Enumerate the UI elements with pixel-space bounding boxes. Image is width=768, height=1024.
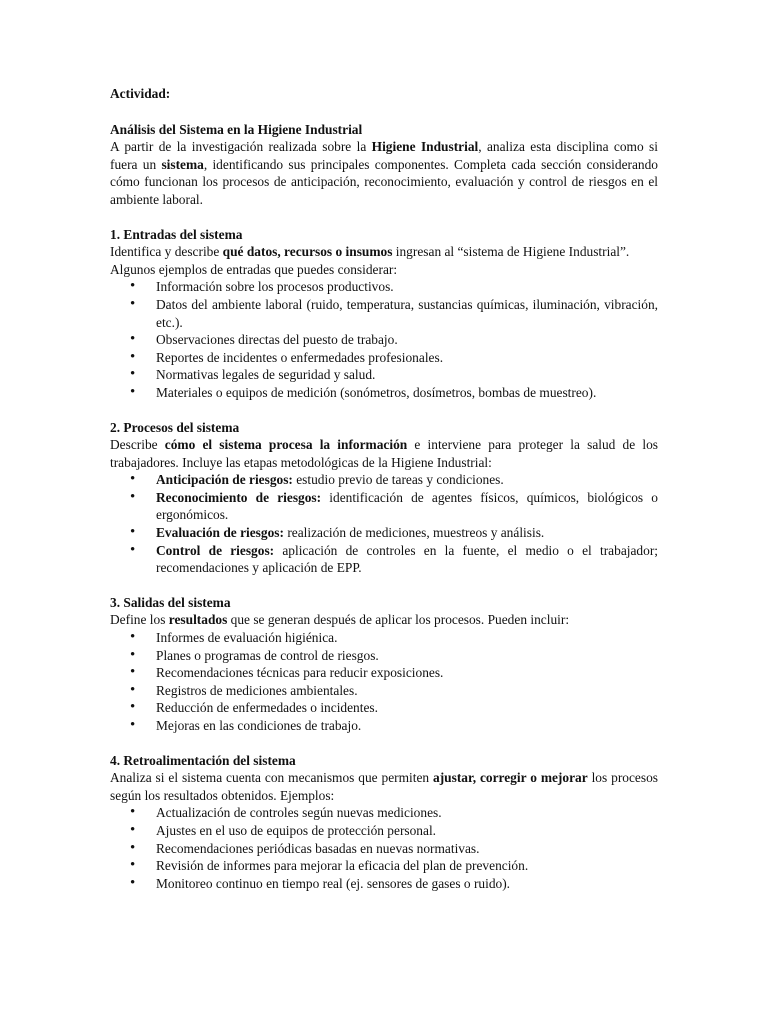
desc-text-2: ingresan al “sistema de Higiene Industrial”. — [392, 244, 630, 260]
list-item: • Observaciones directas del puesto de trabajo. — [110, 331, 658, 349]
item-text: estudio previo de tareas y condiciones. — [292, 472, 504, 488]
activity-heading: Actividad: — [110, 86, 171, 101]
desc-text-1: Identifica y describe — [110, 244, 223, 260]
desc-text-1: Describe — [110, 437, 165, 453]
list-item: • Registros de mediciones ambientales. — [110, 682, 658, 700]
list-item — [110, 542, 658, 577]
intro-text-2: , analiza esta disciplina como si fuera un — [110, 139, 658, 172]
section-title: 2. Procesos del sistema — [110, 419, 240, 435]
list-item — [110, 471, 658, 489]
examples-intro: Algunos ejemplos de entradas que puedes considerar: — [110, 261, 398, 277]
section-description — [110, 243, 658, 261]
list-item: • Mejoras en las condiciones de trabajo. — [110, 717, 658, 735]
item-label: Control de riesgos: — [156, 542, 275, 558]
item-label: Anticipación de riesgos: — [156, 472, 293, 488]
list-item: • Planes o programas de control de riesgos. — [110, 647, 658, 665]
procesos-list — [110, 471, 658, 577]
section-entradas — [110, 226, 658, 402]
list-item: • Actualización de controles según nuevas mediciones. — [110, 804, 658, 822]
desc-text-2: los procesos según los resultados obtenidos. Ejemplos: — [110, 770, 658, 803]
list-item: • Normativas legales de seguridad y salud. — [110, 366, 658, 384]
list-item — [110, 524, 658, 542]
list-item: • Monitoreo continuo en tiempo real (ej. sensores de gases o ruido). — [110, 875, 658, 893]
item-label: Reconocimiento de riesgos: — [156, 489, 322, 505]
item-label: Evaluación de riesgos: — [156, 525, 284, 541]
document-page — [110, 85, 658, 892]
entradas-list — [110, 278, 658, 401]
section-description — [110, 611, 658, 629]
section-procesos — [110, 419, 658, 577]
intro-bold-1: Higiene Industrial — [371, 139, 479, 155]
intro-bold-2: sistema — [161, 156, 204, 172]
section-title: 4. Retroalimentación del sistema — [110, 752, 296, 768]
list-item: • Materiales o equipos de medición (sonómetros, dosímetros, bombas de muestreo). — [110, 384, 658, 402]
item-text: aplicación de controles en la fuente, el medio o el trabajador; recomendaciones y aplicación de EPP. — [156, 542, 658, 576]
list-item: • Revisión de informes para mejorar la eficacia del plan de prevención. — [110, 857, 658, 875]
item-text: realización de mediciones, muestreos y análisis. — [283, 525, 545, 541]
desc-bold: resultados — [168, 612, 228, 628]
list-item: • Información sobre los procesos productivos. — [110, 278, 658, 296]
salidas-list — [110, 629, 658, 735]
desc-text-2: que se generan después de aplicar los procesos. Pueden incluir: — [227, 612, 570, 628]
title-block — [110, 121, 658, 209]
list-item: • Recomendaciones técnicas para reducir exposiciones. — [110, 664, 658, 682]
list-item: • Recomendaciones periódicas basadas en nuevas normativas. — [110, 840, 658, 858]
document-title: Análisis del Sistema en la Higiene Industrial — [110, 121, 363, 137]
retroalimentacion-list — [110, 804, 658, 892]
desc-bold: qué datos, recursos o insumos — [222, 244, 393, 260]
section-title: 1. Entradas del sistema — [110, 226, 243, 242]
section-description — [110, 436, 658, 471]
list-item: • Ajustes en el uso de equipos de protección personal. — [110, 822, 658, 840]
desc-text-2: e interviene para proteger la salud de los trabajadores. Incluye las etapas metodológicas de la Higiene Industrial: — [110, 437, 659, 470]
section-salidas — [110, 594, 658, 735]
list-item — [110, 489, 658, 524]
desc-bold: ajustar, corregir o mejorar — [433, 770, 588, 786]
desc-text-1: Analiza si el sistema cuenta con mecanismos que permiten — [110, 770, 434, 786]
section-retroalimentacion — [110, 752, 658, 893]
item-text: identificación de agentes físicos, químicos, biológicos o ergonómicos. — [156, 489, 658, 523]
desc-bold: cómo el sistema procesa la información — [164, 437, 408, 453]
section-description — [110, 769, 658, 804]
intro-text-3: , identificando sus principales componentes. Completa cada sección considerando cómo funcionan los procesos de anticipación, reconocimiento, evaluación y control de riesgos en el ambiente laboral. — [110, 156, 658, 207]
list-item: • Datos del ambiente laboral (ruido, temperatura, sustancias químicas, iluminación, vibración, etc.). — [110, 296, 658, 331]
list-item: • Reportes de incidentes o enfermedades profesionales. — [110, 349, 658, 367]
intro-text-1: A partir de la investigación realizada sobre la — [110, 139, 372, 155]
list-item: • Reducción de enfermedades o incidentes. — [110, 699, 658, 717]
section-title: 3. Salidas del sistema — [110, 594, 231, 610]
desc-text-1: Define los — [110, 612, 169, 628]
list-item: • Informes de evaluación higiénica. — [110, 629, 658, 647]
intro-paragraph — [110, 138, 658, 208]
